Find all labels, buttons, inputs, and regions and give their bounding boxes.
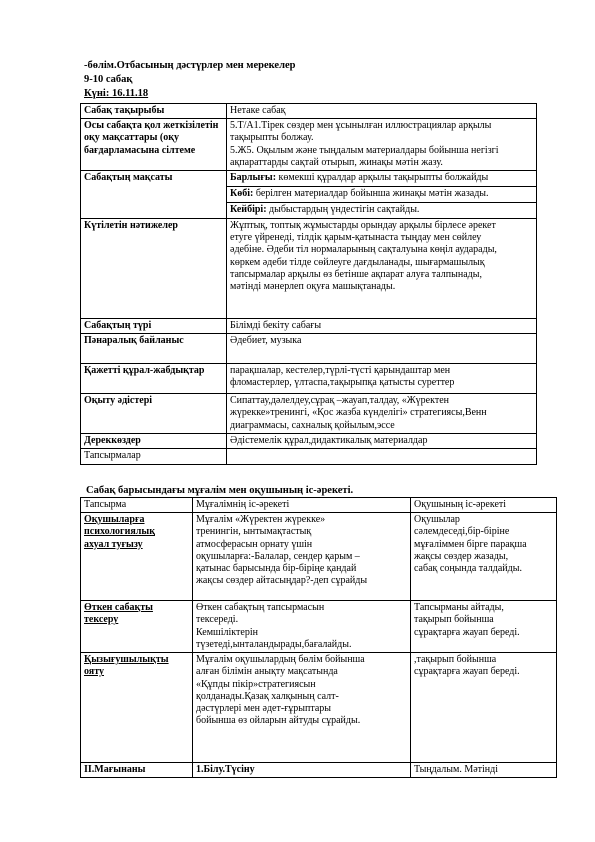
plan-row — [81, 119, 537, 171]
student-line: сұрақтарға жауап береді. — [414, 666, 520, 678]
student-line: тақырып бойынша — [414, 614, 494, 626]
plan-row — [81, 394, 537, 434]
plan-value-line: Әдістемелік құрал,дидактикалық материалдар — [230, 435, 428, 447]
teacher-line: атмосферасын орнату үшін — [196, 538, 313, 550]
plan-label: Сабақ тақырыбы — [81, 104, 227, 119]
activity-teacher-cell — [193, 653, 411, 763]
plan-value-line: Нетаке сабақ — [230, 105, 286, 116]
student-line: сәлемдеседі,бір-біріне — [414, 526, 510, 538]
plan-value — [227, 171, 537, 187]
student-line: сабақ соңында талдайды. — [414, 563, 522, 575]
teacher-line: оқушыларға:-Балалар, сендер қарым – — [196, 550, 360, 562]
plan-label: Тапсырмалар — [81, 449, 227, 464]
plan-row — [81, 449, 537, 464]
plan-value-line: Жұптық, топтық жұмыстарды орындау арқылы бірлесе әрекет — [230, 220, 496, 232]
teacher-line: қатынас барысында бір-біріңе қандай — [196, 563, 357, 575]
plan-value-line: Білімді бекіту сабағы — [230, 320, 322, 332]
plan-label: Сабақтың түрі — [81, 319, 227, 334]
plan-value-line: әдебіне. Әдеби тіл нормаларының сақталуына көңіл аударады, — [230, 244, 497, 256]
plan-value-line: тақырыпты болжау. — [230, 132, 314, 144]
objective-key: Көбі: — [230, 188, 254, 200]
teacher-line: Мұғалім оқушылардың бөлім бойынша — [196, 654, 365, 666]
activity-student-cell — [411, 763, 557, 778]
teacher-line: бойынша өз ойларын айтуды сұрайды. — [196, 715, 361, 727]
plan-value — [227, 364, 537, 394]
task-line: Қызығушылықты — [84, 654, 169, 666]
plan-row — [81, 104, 537, 119]
plan-row — [81, 334, 537, 364]
student-line: сұрақтарға жауап береді. — [414, 626, 520, 638]
student-line: ,тақырып бойынша — [414, 654, 497, 666]
task-line: Өткен сабақты — [84, 602, 153, 614]
activity-row — [81, 653, 557, 763]
task-line: ахуал туғызу — [84, 538, 143, 550]
plan-value — [227, 334, 537, 364]
plan-label: Қажетті құрал-жабдықтар — [81, 364, 227, 394]
plan-value-line: ақпараттарды сақтай отырып, жинақы мәтін жазу. — [230, 156, 443, 168]
plan-label: Пәнаралық байланыс — [81, 334, 227, 364]
plan-row — [81, 434, 537, 449]
objective-text: берілген материалдар бойынша жинақы мәтін жазады. — [253, 188, 489, 200]
plan-row — [81, 171, 537, 187]
activity-teacher-cell — [193, 513, 411, 601]
activity-header-cell: Оқушының іс-әрекеті — [411, 498, 557, 513]
plan-value-line: 5.Т/А1.Тірек сөздер мен ұсынылған иллюстрациялар арқылы — [230, 120, 492, 132]
plan-value — [227, 219, 537, 319]
activity-header-cell: Тапсырма — [81, 498, 193, 513]
activity-task-cell — [81, 653, 193, 763]
task-line: Оқушыларға — [84, 514, 145, 526]
student-line: Тапсырманы айтады, — [414, 602, 504, 614]
plan-value — [227, 203, 537, 219]
lesson-plan-table — [80, 103, 537, 465]
activity-row — [81, 763, 557, 778]
activity-header-cell: Мұғалімнің іс-әрекеті — [193, 498, 411, 513]
plan-label: Сабақтың мақсаты — [81, 171, 227, 219]
activity-row — [81, 513, 557, 601]
activity-teacher-cell — [193, 763, 411, 778]
plan-row — [81, 364, 537, 394]
teacher-line: қолданады.Қазақ халқының салт- — [196, 690, 339, 702]
teacher-line: тексереді. — [196, 614, 239, 626]
plan-value-line: жүрекке»тренингі, «Қос жазба күнделігі» стратегиясы,Венн — [230, 407, 487, 419]
activity-student-cell — [411, 601, 557, 653]
task-line: психологиялық — [84, 526, 155, 538]
lesson-date: Күні: 16.11.18 — [84, 88, 149, 99]
student-line: Тыңдалым. Мәтінді — [414, 764, 499, 776]
task-line: тексеру — [84, 614, 119, 626]
activity-table — [80, 497, 557, 778]
plan-value-line: парақшалар, кестелер,түрлі-түсті қарындаштар мен — [230, 365, 451, 377]
plan-row — [81, 219, 537, 319]
objective-key: Кейбірі: — [230, 204, 267, 216]
plan-value-line: тапсырмалар арқылы өз бетінше ақпарат алуға талпынады, — [230, 268, 482, 280]
activity-student-cell — [411, 513, 557, 601]
plan-value-line: Әдебиет, музыка — [230, 335, 302, 347]
student-line: жақсы сөздер жазады, — [414, 550, 509, 562]
activity-task-cell — [81, 513, 193, 601]
plan-value-line: Сипаттау,дәлелдеу,сұрақ –жауап,талдау, «Жүректен — [230, 395, 449, 407]
unit-title: -бөлім.Отбасының дәстүрлер мен мерекелер — [84, 60, 296, 71]
teacher-line: тренингін, ынтымақтастық — [196, 526, 312, 538]
plan-label: Күтілетін нәтижелер — [81, 219, 227, 319]
teacher-line: жақсы сөздер айтасыңдар?-деп сұрайды — [196, 575, 368, 587]
plan-label: Осы сабақта қол жеткізілетін оқу мақсаттары (оқу бағдарламасына сілтеме — [81, 119, 227, 171]
objective-text: дыбыстардың үндестігін сақтайды. — [266, 204, 420, 216]
student-line: мұғаліммен бірге парақша — [414, 538, 527, 550]
plan-value-line: 5.Ж5. Оқылым және тыңдалым материалдары бойынша негізгі — [230, 144, 499, 156]
plan-value — [227, 319, 537, 334]
activity-student-cell — [411, 653, 557, 763]
plan-value — [227, 394, 537, 434]
plan-value-line: көркем әдеби тілде сөйлеуге дағдыланады, шығармашылық — [230, 256, 485, 268]
plan-value — [227, 434, 537, 449]
plan-label: Дереккөздер — [81, 434, 227, 449]
activity-section-title: Сабақ барысындағы мұғалім мен оқушының іс-әрекеті. — [86, 485, 354, 496]
teacher-line: Мұғалім «Жүректен жүрекке» — [196, 514, 326, 526]
teacher-line: «Құпды пікір»стратегиясын — [196, 678, 316, 690]
plan-value-line: фломастерлер, үлтаспа,тақырыпқа қатысты суреттер — [230, 377, 455, 389]
activity-teacher-cell — [193, 601, 411, 653]
plan-value-line: мәтінді мәнерлеп оқуға машықтанады. — [230, 281, 396, 293]
teacher-line: 1.Білу.Түсіну — [196, 764, 255, 776]
task-line: ояту — [84, 666, 104, 678]
plan-row — [81, 319, 537, 334]
teacher-line: Өткен сабақтың тапсырмасын — [196, 602, 325, 614]
plan-label: Оқыту әдістері — [81, 394, 227, 434]
plan-value-line: етуге үйренеді, тілдік қарым-қатынаста тыңдау мен сөйлеу — [230, 232, 482, 244]
lesson-number: 9-10 сабақ — [84, 74, 133, 85]
teacher-line: дәстүрлері мен әдет-ғұрыптары — [196, 703, 332, 715]
activity-header-row — [81, 498, 557, 513]
plan-value — [227, 187, 537, 203]
activity-row — [81, 601, 557, 653]
teacher-line: Кемшіліктерін — [196, 626, 258, 638]
objective-text: көмекші құралдар арқылы тақырыпты болжайды — [276, 172, 489, 184]
teacher-line: түзетеді,ынталандырады,бағалайды. — [196, 638, 352, 650]
teacher-line: алған білімін анықту мақсатында — [196, 666, 338, 678]
objective-key: Барлығы: — [230, 172, 277, 184]
activity-task-cell — [81, 763, 193, 778]
plan-value-line: диаграммасы, сахналық қойылым,эссе — [230, 419, 395, 431]
plan-value — [227, 449, 537, 464]
plan-value — [227, 104, 537, 119]
plan-value — [227, 119, 537, 171]
activity-task-cell — [81, 601, 193, 653]
task-line: II.Мағынаны — [84, 764, 146, 776]
student-line: Оқушылар — [414, 514, 460, 526]
